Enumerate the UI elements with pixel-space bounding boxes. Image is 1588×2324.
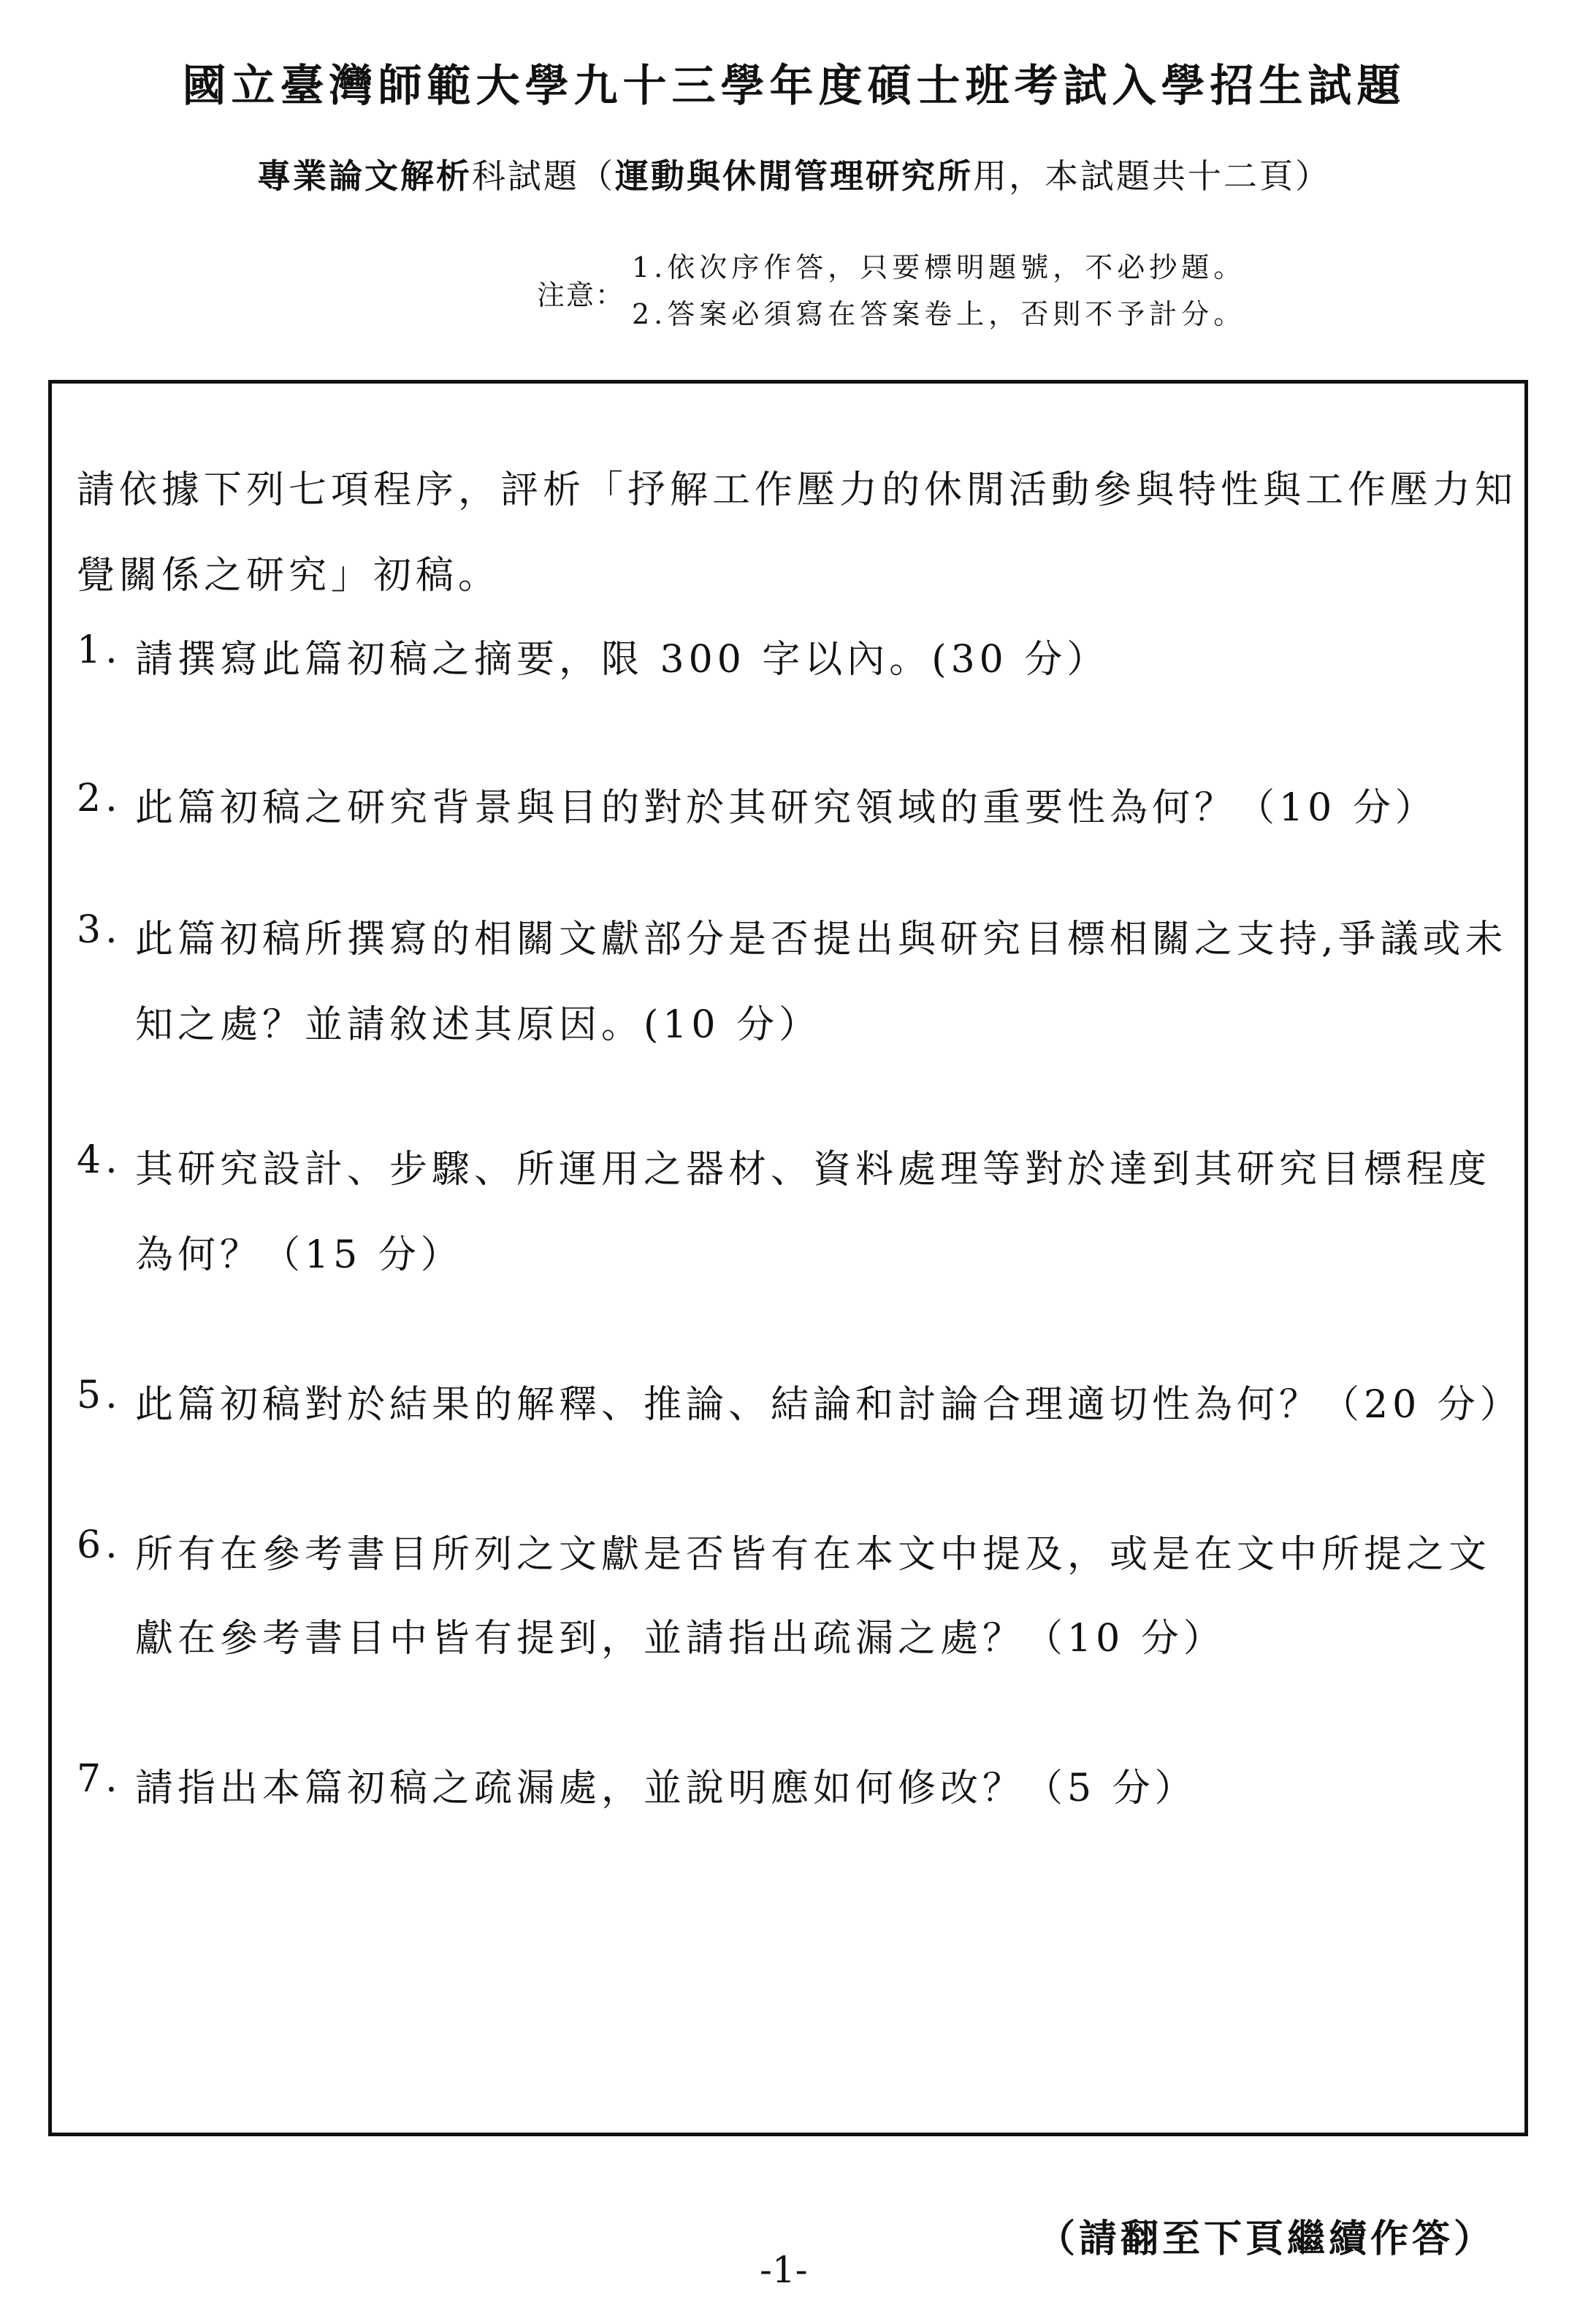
notice-item-1: 1.依次序作答，只要標明題號，不必抄題。 [632, 251, 1246, 283]
question-1-number: 1. [77, 628, 122, 672]
question-6-number: 6. [77, 1523, 122, 1567]
department-name: 運動與休閒管理研究所 [615, 156, 973, 196]
question-3-number: 3. [77, 908, 122, 952]
question-6-text-line-2: 獻在參考書目中皆有提到，並請指出疏漏之處？（10 分） [135, 1617, 1226, 1661]
question-4-text-line-2: 為何？（15 分） [135, 1233, 463, 1277]
continue-note: （請翻至下頁繼續作答） [1037, 2217, 1496, 2261]
notice-label: 注意： [537, 279, 625, 311]
subject-name: 專業論文解析 [257, 156, 472, 196]
page-number: -1- [760, 2249, 808, 2291]
subtitle-text-2: 用，本試題共十二頁） [973, 156, 1331, 196]
question-7-text: 請指出本篇初稿之疏漏處，並說明應如何修改？（5 分） [135, 1767, 1197, 1810]
question-3-text-line-2: 知之處？並請敘述其原因。(10 分） [135, 1003, 821, 1047]
question-5-text: 此篇初稿對於結果的解釋、推論、結論和討論合理適切性為何？（20 分） [135, 1383, 1522, 1427]
notice-block [537, 245, 1340, 332]
question-6-text-line-1: 所有在參考書目所列之文獻是否皆有在本文中提及，或是在文中所提之文 [135, 1533, 1492, 1577]
question-2-text: 此篇初稿之研究背景與目的對於其研究領域的重要性為何？（10 分） [135, 786, 1438, 830]
notice-item-2: 2.答案必須寫在答案卷上，否則不予計分。 [632, 298, 1246, 330]
exam-title: 國立臺灣師範大學九十三學年度碩士班考試入學招生試題 [182, 61, 1406, 112]
exam-subtitle [0, 150, 1588, 198]
subtitle-text-1: 科試題（ [472, 156, 615, 196]
question-4-text-line-1: 其研究設計、步驟、所運用之器材、資料處理等對於達到其研究目標程度 [135, 1148, 1492, 1192]
question-4-number: 4. [77, 1138, 122, 1182]
intro-line-1: 請依據下列七項程序，評析「抒解工作壓力的休閒活動參與特性與工作壓力知 [77, 468, 1518, 512]
question-1-text: 請撰寫此篇初稿之摘要，限 300 字以內。(30 分） [135, 638, 1110, 682]
intro-line-2: 覺關係之研究」初稿。 [77, 554, 501, 598]
question-7-number: 7. [77, 1757, 122, 1801]
question-2-number: 2. [77, 777, 122, 820]
question-3-text-line-1: 此篇初稿所撰寫的相關文獻部分是否提出與研究目標相關之支持,爭議或未 [135, 918, 1508, 961]
question-5-number: 5. [77, 1374, 122, 1417]
